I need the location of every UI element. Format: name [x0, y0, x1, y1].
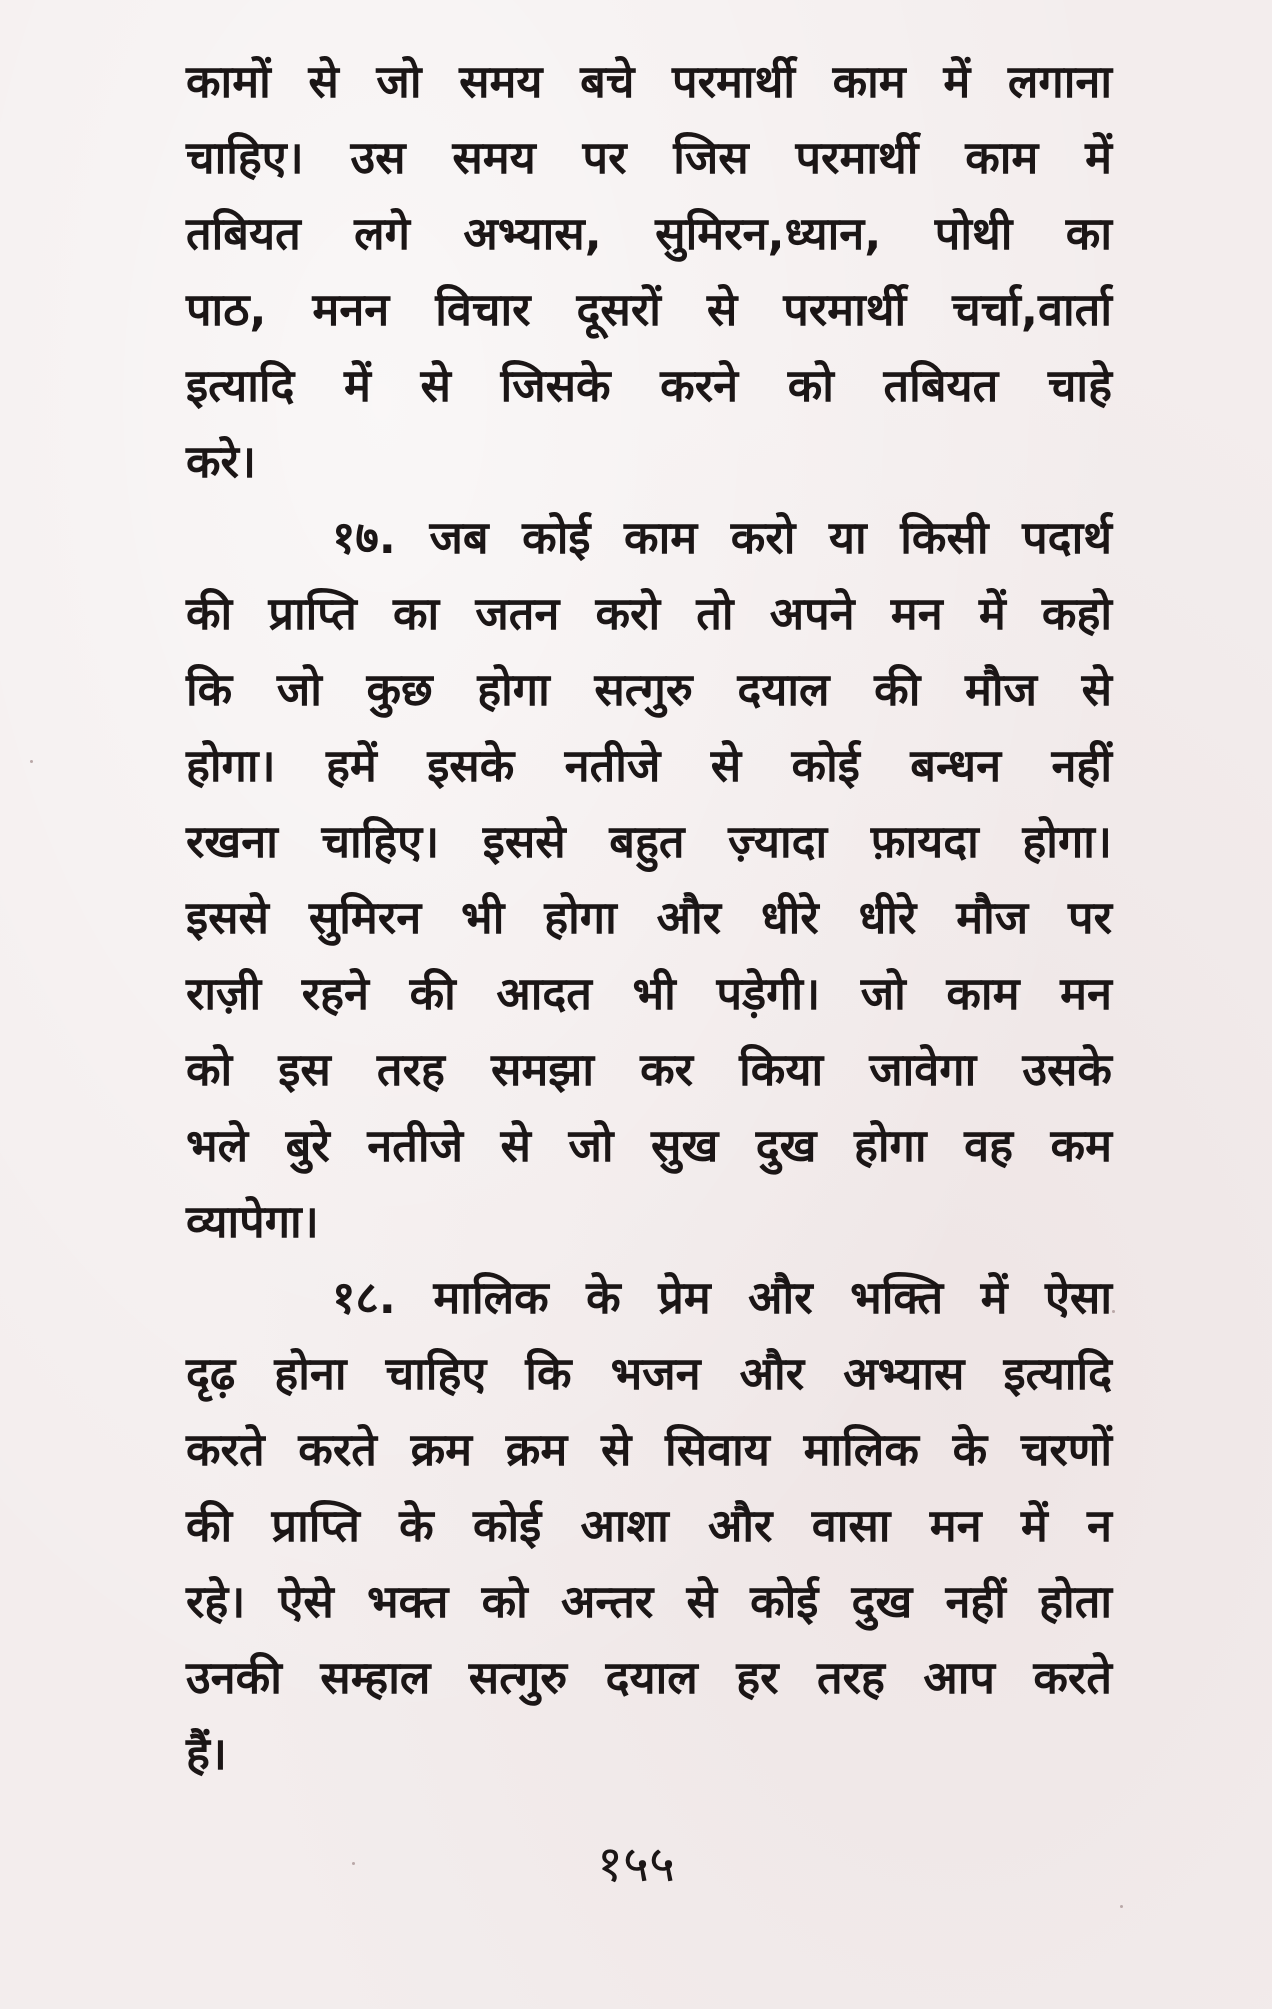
- text-line: राज़ी रहने की आदत भी पड़ेगी। जो काम मन: [186, 967, 1112, 1020]
- page-number: १५५: [597, 1835, 675, 1893]
- text-line: कामों से जो समय बचे परमार्थी काम में लगाना: [186, 55, 1112, 108]
- text-line: पाठ, मनन विचार दूसरों से परमार्थी चर्चा,वार्ता: [186, 283, 1112, 336]
- text-line: की प्राप्ति के कोई आशा और वासा मन में न: [186, 1499, 1112, 1552]
- paper-speck: [1112, 1310, 1115, 1313]
- text-line: करे।: [186, 435, 257, 488]
- text-line: चाहिए। उस समय पर जिस परमार्थी काम में: [186, 131, 1112, 184]
- text-line: रहे। ऐसे भक्त को अन्तर से कोई दुख नहीं होता: [186, 1575, 1112, 1628]
- text-line: की प्राप्ति का जतन करो तो अपने मन में कहो: [186, 587, 1112, 640]
- text-line: हैं।: [186, 1727, 227, 1780]
- paper-speck: [30, 760, 33, 763]
- text-line: होगा। हमें इसके नतीजे से कोई बन्धन नहीं: [186, 739, 1112, 792]
- text-line: करते करते क्रम क्रम से सिवाय मालिक के चरणों: [186, 1423, 1112, 1476]
- text-line: भले बुरे नतीजे से जो सुख दुख होगा वह कम: [186, 1119, 1112, 1172]
- text-line: कि जो कुछ होगा सत्गुरु दयाल की मौज से: [186, 663, 1112, 716]
- text-line: इत्यादि में से जिसके करने को तबियत चाहे: [186, 359, 1112, 412]
- text-line: को इस तरह समझा कर किया जावेगा उसके: [186, 1043, 1112, 1096]
- item-18-first-line: १८. मालिक के प्रेम और भक्ति में ऐसा: [332, 1271, 1112, 1324]
- text-line: इससे सुमिरन भी होगा और धीरे धीरे मौज पर: [186, 891, 1112, 944]
- text-line: व्यापेगा।: [186, 1195, 319, 1248]
- paper-speck: [352, 1862, 355, 1865]
- text-line: उनकी सम्हाल सत्गुरु दयाल हर तरह आप करते: [186, 1651, 1112, 1704]
- item-17-first-line: १७. जब कोई काम करो या किसी पदार्थ: [332, 511, 1112, 564]
- page-text: [186, 44, 1112, 1792]
- paper-speck: [1120, 1905, 1123, 1908]
- text-line: रखना चाहिए। इससे बहुत ज़्यादा फ़ायदा होगा।: [186, 815, 1112, 868]
- text-line: दृढ़ होना चाहिए कि भजन और अभ्यास इत्यादि: [186, 1347, 1112, 1400]
- text-line: तबियत लगे अभ्यास, सुमिरन,ध्यान, पोथी का: [186, 207, 1112, 260]
